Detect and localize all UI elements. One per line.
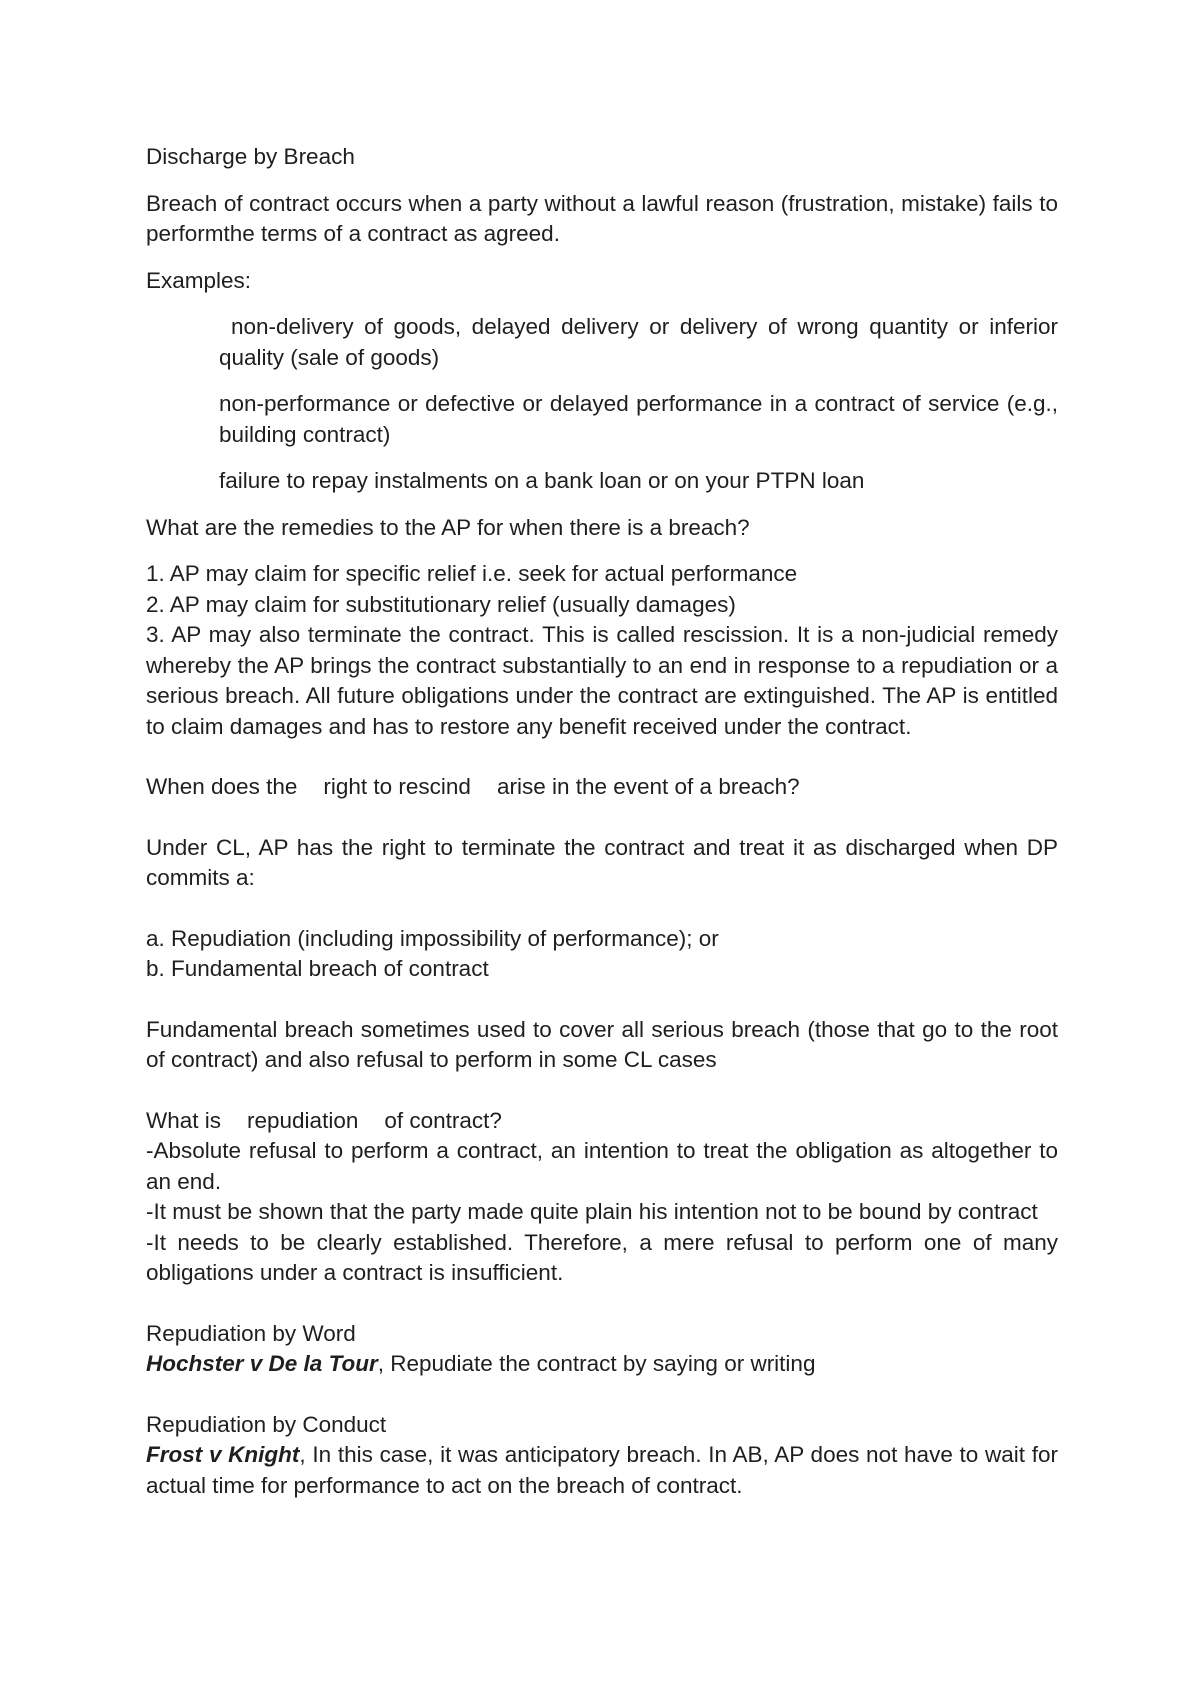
repudiation-by-word-section <box>146 1319 1058 1380</box>
rescind-question-part: When does the <box>146 774 298 799</box>
repudiation-by-word-case <box>146 1349 1058 1380</box>
document-page <box>146 142 1058 1501</box>
repudiation-question-part: of contract? <box>384 1107 502 1133</box>
repudiation-question-term: repudiation <box>247 1107 359 1133</box>
example-item: non-delivery of goods, delayed delivery or delivery of wrong quantity or inferior quality (sale of goods) <box>219 314 1058 370</box>
section-heading: Discharge by Breach <box>146 144 355 169</box>
cl-list-item: b. Fundamental breach of contract <box>146 956 489 981</box>
repudiation-point: -It needs to be clearly established. Therefore, a mere refusal to perform one of many obligations under a contract is insufficient. <box>146 1229 1058 1285</box>
repudiation-point: -Absolute refusal to perform a contract, an intention to treat the obligation as altogether to an end. <box>146 1138 1058 1194</box>
case-name: Hochster v De la Tour <box>146 1351 378 1376</box>
examples-label: Examples: <box>146 267 252 293</box>
repudiation-by-word-heading: Repudiation by Word <box>146 1320 356 1346</box>
remedies-list <box>146 559 1058 742</box>
example-item: failure to repay instalments on a bank loan or on your PTPN loan <box>219 468 865 493</box>
case-description: , In this case, it was anticipatory breach. In AB, AP does not have to wait for actual time for performance to act on the breach of contract. <box>146 1442 1059 1498</box>
repudiation-by-conduct-section <box>146 1410 1058 1502</box>
remedies-question: What are the remedies to the AP for when there is a breach? <box>146 514 750 540</box>
cl-list <box>146 924 1058 985</box>
remedy-item: 1. AP may claim for specific relief i.e. seek for actual performance <box>146 561 798 586</box>
rescind-question-term: right to rescind <box>323 774 471 799</box>
example-item: non-performance or defective or delayed performance in a contract of service (e.g., building contract) <box>219 391 1058 447</box>
repudiation-section <box>146 1106 1058 1289</box>
repudiation-question-part: What is <box>146 1107 222 1133</box>
repudiation-by-conduct-heading: Repudiation by Conduct <box>146 1411 387 1437</box>
rescind-question <box>146 772 1058 803</box>
repudiation-question <box>146 1106 1058 1137</box>
case-description: , Repudiate the contract by saying or writing <box>377 1351 816 1376</box>
cl-list-item: a. Repudiation (including impossibility of performance); or <box>146 925 719 951</box>
repudiation-by-conduct-case <box>146 1440 1058 1501</box>
breach-definition: Breach of contract occurs when a party without a lawful reason (frustration, mistake) fails to performthe terms of a contract as agreed. <box>146 190 1058 246</box>
rescind-question-part: arise in the event of a breach? <box>496 774 800 799</box>
case-name: Frost v Knight <box>146 1442 300 1467</box>
remedy-item: 3. AP may also terminate the contract. This is called rescission. It is a non-judicial remedy whereby the AP brings the contract substantially to an end in response to a repudiation or a serious breach. All future obligations under the contract are extinguished. The AP is entitled to claim damages and has to restore any benefit received under the contract. <box>146 622 1058 739</box>
repudiation-point: -It must be shown that the party made quite plain his intention not to be bound by contract <box>146 1199 1038 1224</box>
under-cl-paragraph: Under CL, AP has the right to terminate the contract and treat it as discharged when DP commits a: <box>146 834 1058 890</box>
remedy-item: 2. AP may claim for substitutionary relief (usually damages) <box>146 591 736 617</box>
fundamental-breach-note: Fundamental breach sometimes used to cover all serious breach (those that go to the root of contract) and also refusal to perform in some CL cases <box>146 1016 1058 1072</box>
